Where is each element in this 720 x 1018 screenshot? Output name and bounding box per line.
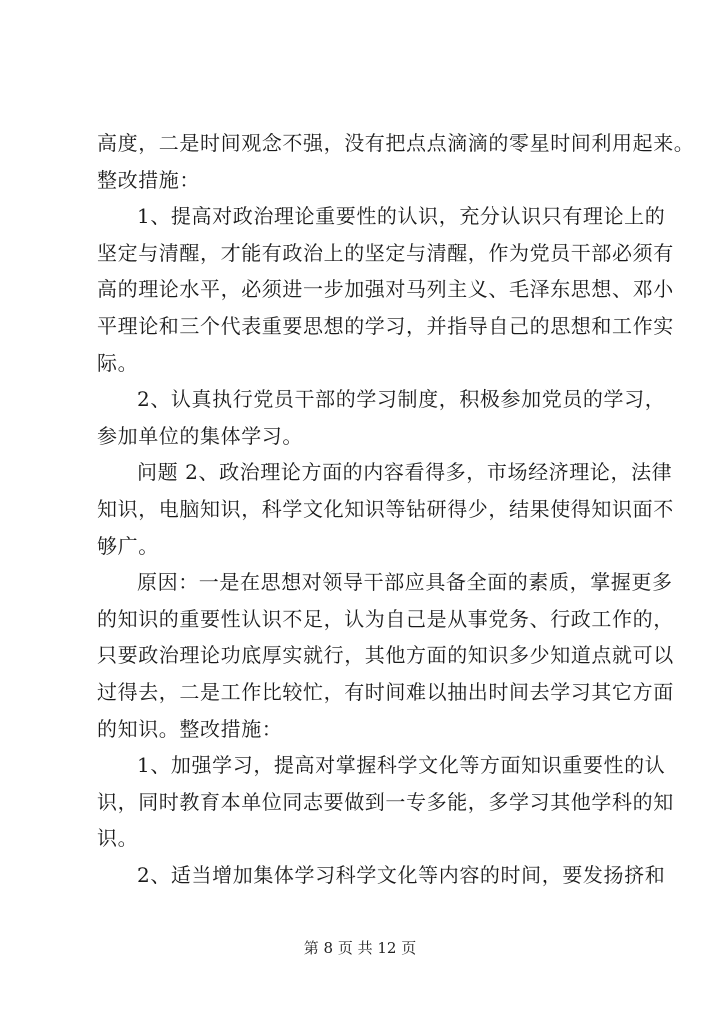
text-line: 识。 bbox=[97, 826, 139, 851]
text-line: 整改措施： bbox=[97, 167, 200, 192]
text-line: 的知识的重要性认识不足，认为自己是从事党务、行政工作的， bbox=[97, 606, 674, 631]
page-number: 第 8 页 共 12 页 bbox=[303, 939, 417, 957]
text-line: 平理论和三个代表重要思想的学习，并指导自己的思想和工作实 bbox=[97, 313, 674, 338]
text-line: 原因：一是在思想对领导干部应具备全面的素质，掌握更多 bbox=[137, 570, 673, 595]
text-line: 只要政治理论功底厚实就行，其他方面的知识多少知道点就可以 bbox=[97, 643, 674, 668]
text-line: 2、认真执行党员干部的学习制度，积极参加党员的学习， bbox=[137, 387, 666, 412]
text-line: 坚定与清醒，才能有政治上的坚定与清醒，作为党员干部必须有 bbox=[97, 240, 674, 265]
text-line: 够广。 bbox=[97, 533, 159, 558]
text-line: 问题 2、政治理论方面的内容看得多，市场经济理论，法律 bbox=[137, 460, 673, 485]
text-line: 识，同时教育本单位同志要做到一专多能，多学习其他学科的知 bbox=[97, 789, 674, 814]
text-line: 高度，二是时间观念不强，没有把点点滴滴的零星时间利用起来。 bbox=[97, 131, 695, 155]
page-footer bbox=[0, 938, 720, 958]
text-line: 1、加强学习，提高对掌握科学文化等方面知识重要性的认 bbox=[137, 753, 666, 778]
text-line: 知识，电脑知识，科学文化知识等钻研得少，结果使得知识面不 bbox=[97, 496, 674, 521]
text-line: 参加单位的集体学习。 bbox=[97, 423, 303, 448]
text-line: 1、提高对政治理论重要性的认识，充分认识只有理论上的 bbox=[137, 204, 666, 229]
text-line: 的知识。整改措施： bbox=[97, 716, 283, 741]
body-text bbox=[97, 125, 695, 893]
text-line: 高的理论水平，必须进一步加强对马列主义、毛泽东思想、邓小 bbox=[97, 277, 674, 302]
text-line: 际。 bbox=[97, 350, 139, 375]
text-line: 2、适当增加集体学习科学文化等内容的时间，要发扬挤和 bbox=[137, 862, 666, 887]
text-line: 过得去，二是工作比较忙，有时间难以抽出时间去学习其它方面 bbox=[97, 679, 674, 704]
